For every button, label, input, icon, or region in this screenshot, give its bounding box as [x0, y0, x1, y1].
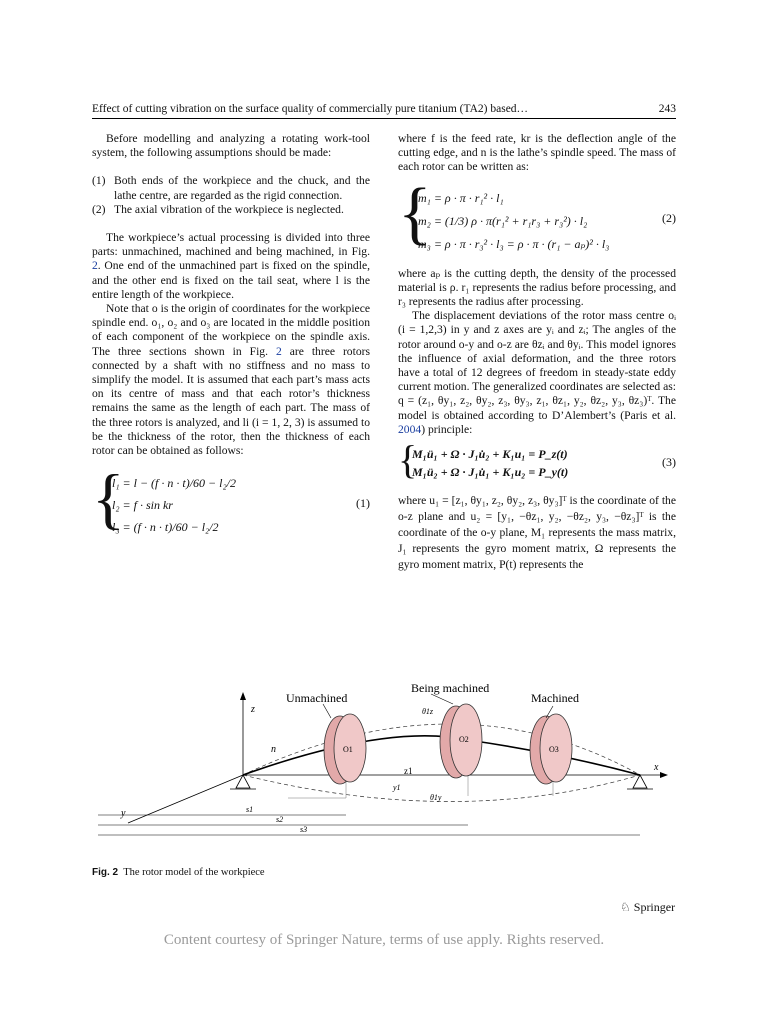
equation-brace: {	[398, 174, 432, 252]
page-number: 243	[658, 103, 676, 115]
equation-line: l₂ = f · sin kr	[112, 498, 173, 513]
equation-number: (1)	[356, 496, 370, 511]
label-y: y	[121, 808, 126, 819]
left-column	[92, 132, 370, 548]
list-item-number: (1)	[92, 174, 106, 188]
label-machined: Machined	[531, 691, 579, 705]
y-axis	[128, 775, 243, 823]
body-paragraph: where u₁ = [z₁, θy₁, z₂, θy₂, z₃, θy₃]ᵀ is the coordinate of the o-z plane and u₂ = [y₁, −θz₁, y₂, −θz₂, y₃, −θz₃]ᵀ is the coordinate of the o-y plane, M₁ represents the mass matrix, J₁ represents the gyro moment matrix, Ω represents the gyro moment matrix, P(t) represents the	[398, 494, 676, 572]
springer-horse-icon: ♘	[620, 900, 631, 914]
equation-3	[398, 437, 676, 483]
equation-2	[398, 174, 676, 257]
label-s1: s1	[246, 805, 254, 814]
label-s2: s2	[276, 815, 284, 824]
caption-text: The rotor model of the workpiece	[123, 867, 265, 878]
list-item	[92, 174, 370, 202]
equation-number: (3)	[662, 455, 676, 470]
label-y1: y1	[393, 783, 401, 792]
equation-line: l₁ = l − (f · n · t)/60 − l₂/2	[112, 476, 236, 491]
equation-brace: {	[92, 460, 125, 537]
equation-line: M₁ü₁ + Ω · J₁u̇₂ + K₁u₁ = P_z(t)	[412, 447, 568, 462]
figure-link[interactable]: 2	[92, 259, 98, 273]
body-paragraph	[398, 309, 676, 437]
right-column	[398, 132, 676, 573]
label-o3: O3	[549, 745, 559, 754]
label-o2: O2	[459, 735, 469, 744]
label-z: z	[251, 704, 255, 715]
citation-link[interactable]: 2004	[398, 422, 422, 436]
text-run: Note that o is the origin of coordinates for the workpiece spindle end. o₁, o₂ and o₃ are located in the middle position of each component of the workpiece on the spindle axis. The three sections shown in Fig.	[92, 302, 370, 358]
equation-line: M₁ü₂ + Ω · J₁u̇₁ + K₁u₂ = P_y(t)	[412, 465, 569, 480]
list-item	[92, 203, 370, 217]
equation-number: (2)	[662, 210, 676, 225]
equation-line: m₁ = ρ · π · r₁² · l₁	[418, 190, 504, 205]
equation-line: m₂ = (1/3) ρ · π(r₁² + r₁r₃ + r₃²) · l₂	[418, 213, 588, 228]
figure-caption	[92, 867, 265, 878]
z-axis-arrow	[240, 692, 246, 700]
publisher-name: Springer	[633, 900, 676, 914]
equation-1	[92, 460, 370, 538]
text-run: are three rotors connected by a shaft with no stiffness and no mass to simplify the model. It is assumed that each part’s mass acts on its centre of mass and that each rotor’s thickness remains the same as the length of each part. The mass of the three rotors is analyzed, and li (i = 1, 2, 3) is assumed to be the thickness of the rotor, then the thickness of each rotor can be obtained as follows:	[92, 344, 370, 458]
leader-line	[323, 704, 331, 718]
list-item-number: (2)	[92, 202, 106, 216]
equation-line: m₃ = ρ · π · r₃² · l₃ = ρ · π · (r₁ − aₚ)² · l₃	[418, 236, 610, 251]
label-o1: O1	[343, 745, 353, 754]
list-item-text: The axial vibration of the workpiece is neglected.	[114, 202, 344, 216]
label-x: x	[654, 762, 659, 773]
rotor-model-figure	[88, 678, 678, 860]
x-axis-arrow	[660, 772, 668, 778]
publisher-logo	[620, 900, 675, 915]
label-being-machined: Being machined	[411, 681, 490, 695]
copyright-footer: Content courtesy of Springer Nature, terms of use apply. Rights reserved.	[163, 932, 605, 948]
label-unmachined: Unmachined	[286, 691, 348, 705]
label-theta-z: θ1z	[422, 707, 434, 716]
text-run: The workpiece’s actual processing is divided into three parts: unmachined, machined and being machined, in Fig.	[92, 231, 370, 259]
caption-label: Fig. 2	[92, 867, 119, 878]
equation-line: l₃ = (f · n · t)/60 − l₂/2	[112, 520, 219, 535]
body-paragraph	[92, 302, 370, 458]
list-item-text: Both ends of the workpiece and the chuck, and the lathe centre, are regarded as the rigid connection.	[114, 174, 370, 202]
label-z1: z1	[404, 766, 413, 776]
figure-link[interactable]: 2	[275, 344, 282, 358]
label-s3: s3	[300, 825, 308, 834]
label-n: n	[271, 744, 276, 755]
deflection-curve-lower	[243, 775, 640, 802]
running-header	[92, 103, 676, 115]
text-run: ) principle:	[421, 422, 473, 436]
label-theta-y: θ1y	[430, 793, 442, 802]
intro-paragraph: Before modelling and analyzing a rotating work-tool system, the following assumptions should be made:	[92, 132, 370, 160]
assumption-list	[92, 174, 370, 217]
text-run: . One end of the unmachined part is fixed on the spindle, and the other end is fixed on the tail seat, where l is the entire length of the workpiece.	[92, 259, 370, 301]
text-run: The displacement deviations of the rotor mass centre oᵢ (i = 1,2,3) in y and z axes are yᵢ and zᵢ; The angles of the rotor around o-y and o-z are θzᵢ and θyᵢ. This model ignores the influence of axial deformation, and the three rotors have a total of 12 degrees of freedom in steady-state eddy current motion. The generalized coordinates are selected as: q = (z₁, θy₁, z₂, θy₂, z₃, θy₃, z₁, θz₁, y₂, θz₂, y₃, θz₃)ᵀ. The model is obtained according to D’Alembert’s (Paris et al.	[398, 309, 676, 422]
body-paragraph	[92, 231, 370, 302]
equation-brace: {	[398, 437, 418, 483]
body-paragraph: where aₚ is the cutting depth, the density of the processed material is ρ. r₁ represents the radius before processing, and r₃ represents the radius after processing.	[398, 266, 676, 309]
running-title: Effect of cutting vibration on the surface quality of commercially pure titanium (TA2) based…	[92, 103, 529, 115]
body-paragraph: where f is the feed rate, kr is the deflection angle of the cutting edge, and n is the lathe’s spindle speed. The mass of each rotor can be written as:	[398, 132, 676, 174]
right-support	[627, 775, 653, 789]
leader-line	[431, 694, 453, 704]
header-rule	[92, 118, 676, 119]
